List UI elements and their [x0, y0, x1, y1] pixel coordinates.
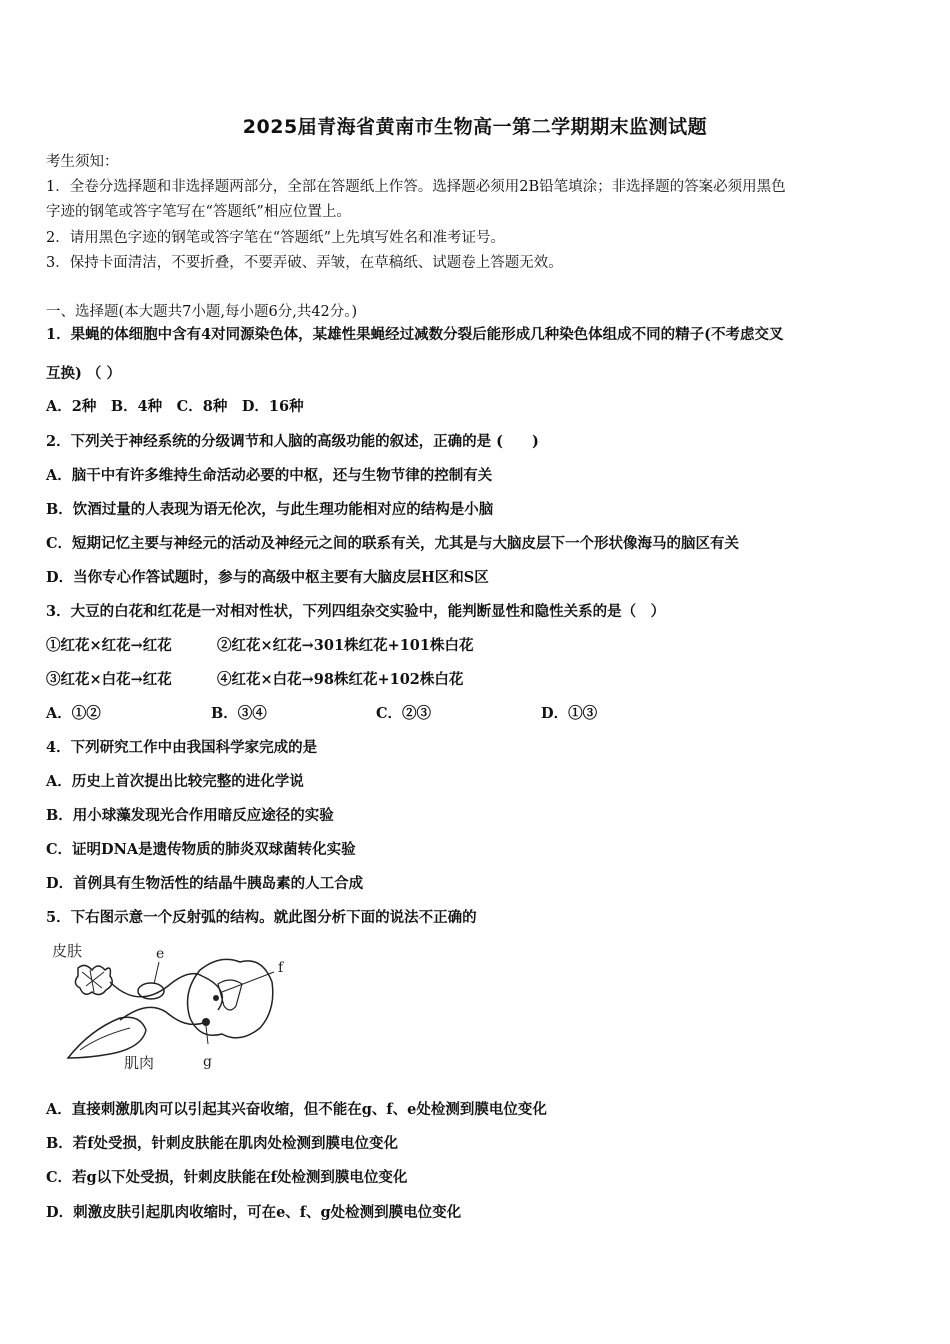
- question-1-options: A．2种 B．4种 C．8种 D．16种: [46, 398, 304, 415]
- notice-heading: 考生须知：: [46, 154, 119, 170]
- cross-2: ②红花×红花→301株红花+101株白花: [217, 637, 474, 654]
- question-4-stem: 4．下列研究工作中由我国科学家完成的是: [46, 739, 318, 756]
- question-2-option-b: B．饮酒过量的人表现为语无伦次，与此生理功能相对应的结构是小脑: [46, 501, 494, 518]
- muscle-shape: [68, 1017, 146, 1058]
- cross-3: ③红花×白花→红花: [46, 671, 172, 688]
- spinal-cord: [188, 959, 273, 1038]
- label-muscle: 肌肉: [124, 1054, 155, 1072]
- question-4-option-b: B．用小球藻发现光合作用暗反应途径的实验: [46, 807, 334, 824]
- question-5-option-d: D．刺激皮肤引起肌肉收缩时，可在e、f、g处检测到膜电位变化: [46, 1204, 462, 1221]
- label-e: e: [156, 946, 165, 962]
- question-5-option-b: B．若f处受损，针刺皮肤能在肌肉处检测到膜电位变化: [46, 1135, 398, 1152]
- neuron-body: [213, 995, 219, 1001]
- notice-item: 3．保持卡面清洁，不要折叠，不要弄破、弄皱，在草稿纸、试题卷上答题无效。: [46, 255, 563, 271]
- question-4-option-a: A．历史上首次提出比较完整的进化学说: [46, 773, 304, 790]
- section-heading: 一、选择题(本大题共7小题,每小题6分,共42分。): [46, 304, 358, 320]
- question-3-stem: 3．大豆的白花和红花是一对相对性状，下列四组杂交实验中，能判断显性和隐性关系的是（ ）: [46, 603, 666, 620]
- question-3-crosses-row-2: [46, 670, 463, 690]
- page-title: 2025届青海省黄南市生物高一第二学期期末监测试题: [242, 116, 708, 138]
- question-3-option-c: C．②③: [376, 705, 432, 722]
- question-5-option-c: C．若g以下处受损，针刺皮肤能在f处检测到膜电位变化: [46, 1169, 408, 1186]
- question-3-option-d: D．①③: [541, 705, 598, 722]
- question-2-option-c: C．短期记忆主要与神经元的活动及神经元之间的联系有关，尤其是与大脑皮层下一个形状像海马的脑区有关: [46, 535, 740, 552]
- question-5-stem: 5．下右图示意一个反射弧的结构。就此图分析下面的说法不正确的: [46, 909, 477, 926]
- reflex-arc-figure: [50, 940, 310, 1075]
- notice-item: 2．请用黑色字迹的钢笔或答字笔在“答题纸”上先填写姓名和准考证号。: [46, 230, 506, 246]
- question-3-option-a: A．①②: [46, 705, 101, 722]
- interneuron: [202, 976, 222, 1010]
- question-3-option-b: B．③④: [211, 705, 267, 722]
- question-2-option-a: A．脑干中有许多维持生命活动必要的中枢，还与生物节律的控制有关: [46, 467, 493, 484]
- question-1-stem: 1．果蝇的体细胞中含有4对同源染色体，某雄性果蝇经过减数分裂后能形成几种染色体组成不同的精子(不考虑交叉: [46, 326, 784, 343]
- question-4-option-c: C．证明DNA是遗传物质的肺炎双球菌转化实验: [46, 841, 356, 858]
- label-skin: 皮肤: [52, 942, 83, 960]
- question-3-options: [46, 704, 597, 724]
- question-3-crosses-row-1: [46, 636, 473, 656]
- question-2-option-d: D．当你专心作答试题时，参与的高级中枢主要有大脑皮层H区和S区: [46, 569, 489, 586]
- notice-item: 字迹的钢笔或答字笔写在“答题纸”相应位置上。: [46, 204, 351, 220]
- notice-item: 1．全卷分选择题和非选择题两部分，全部在答题纸上作答。选择题必须用2B铅笔填涂；非选择题的答案必须用黑色: [46, 179, 786, 195]
- label-g: g: [203, 1054, 212, 1070]
- cross-1: ①红花×红花→红花: [46, 637, 172, 654]
- question-4-option-d: D．首例具有生物活性的结晶牛胰岛素的人工合成: [46, 875, 364, 892]
- question-1-stem-cont: 互换) （ ）: [46, 365, 121, 382]
- motor-nerve: [120, 1007, 206, 1024]
- cross-4: ④红花×白花→98株红花+102株白花: [217, 671, 464, 688]
- question-2-stem: 2．下列关于神经系统的分级调节和人脑的高级功能的叙述，正确的是 ( ): [46, 433, 539, 450]
- label-f: f: [278, 960, 284, 976]
- question-5-option-a: A．直接刺激肌肉可以引起其兴奋收缩，但不能在g、f、e处检测到膜电位变化: [46, 1101, 547, 1118]
